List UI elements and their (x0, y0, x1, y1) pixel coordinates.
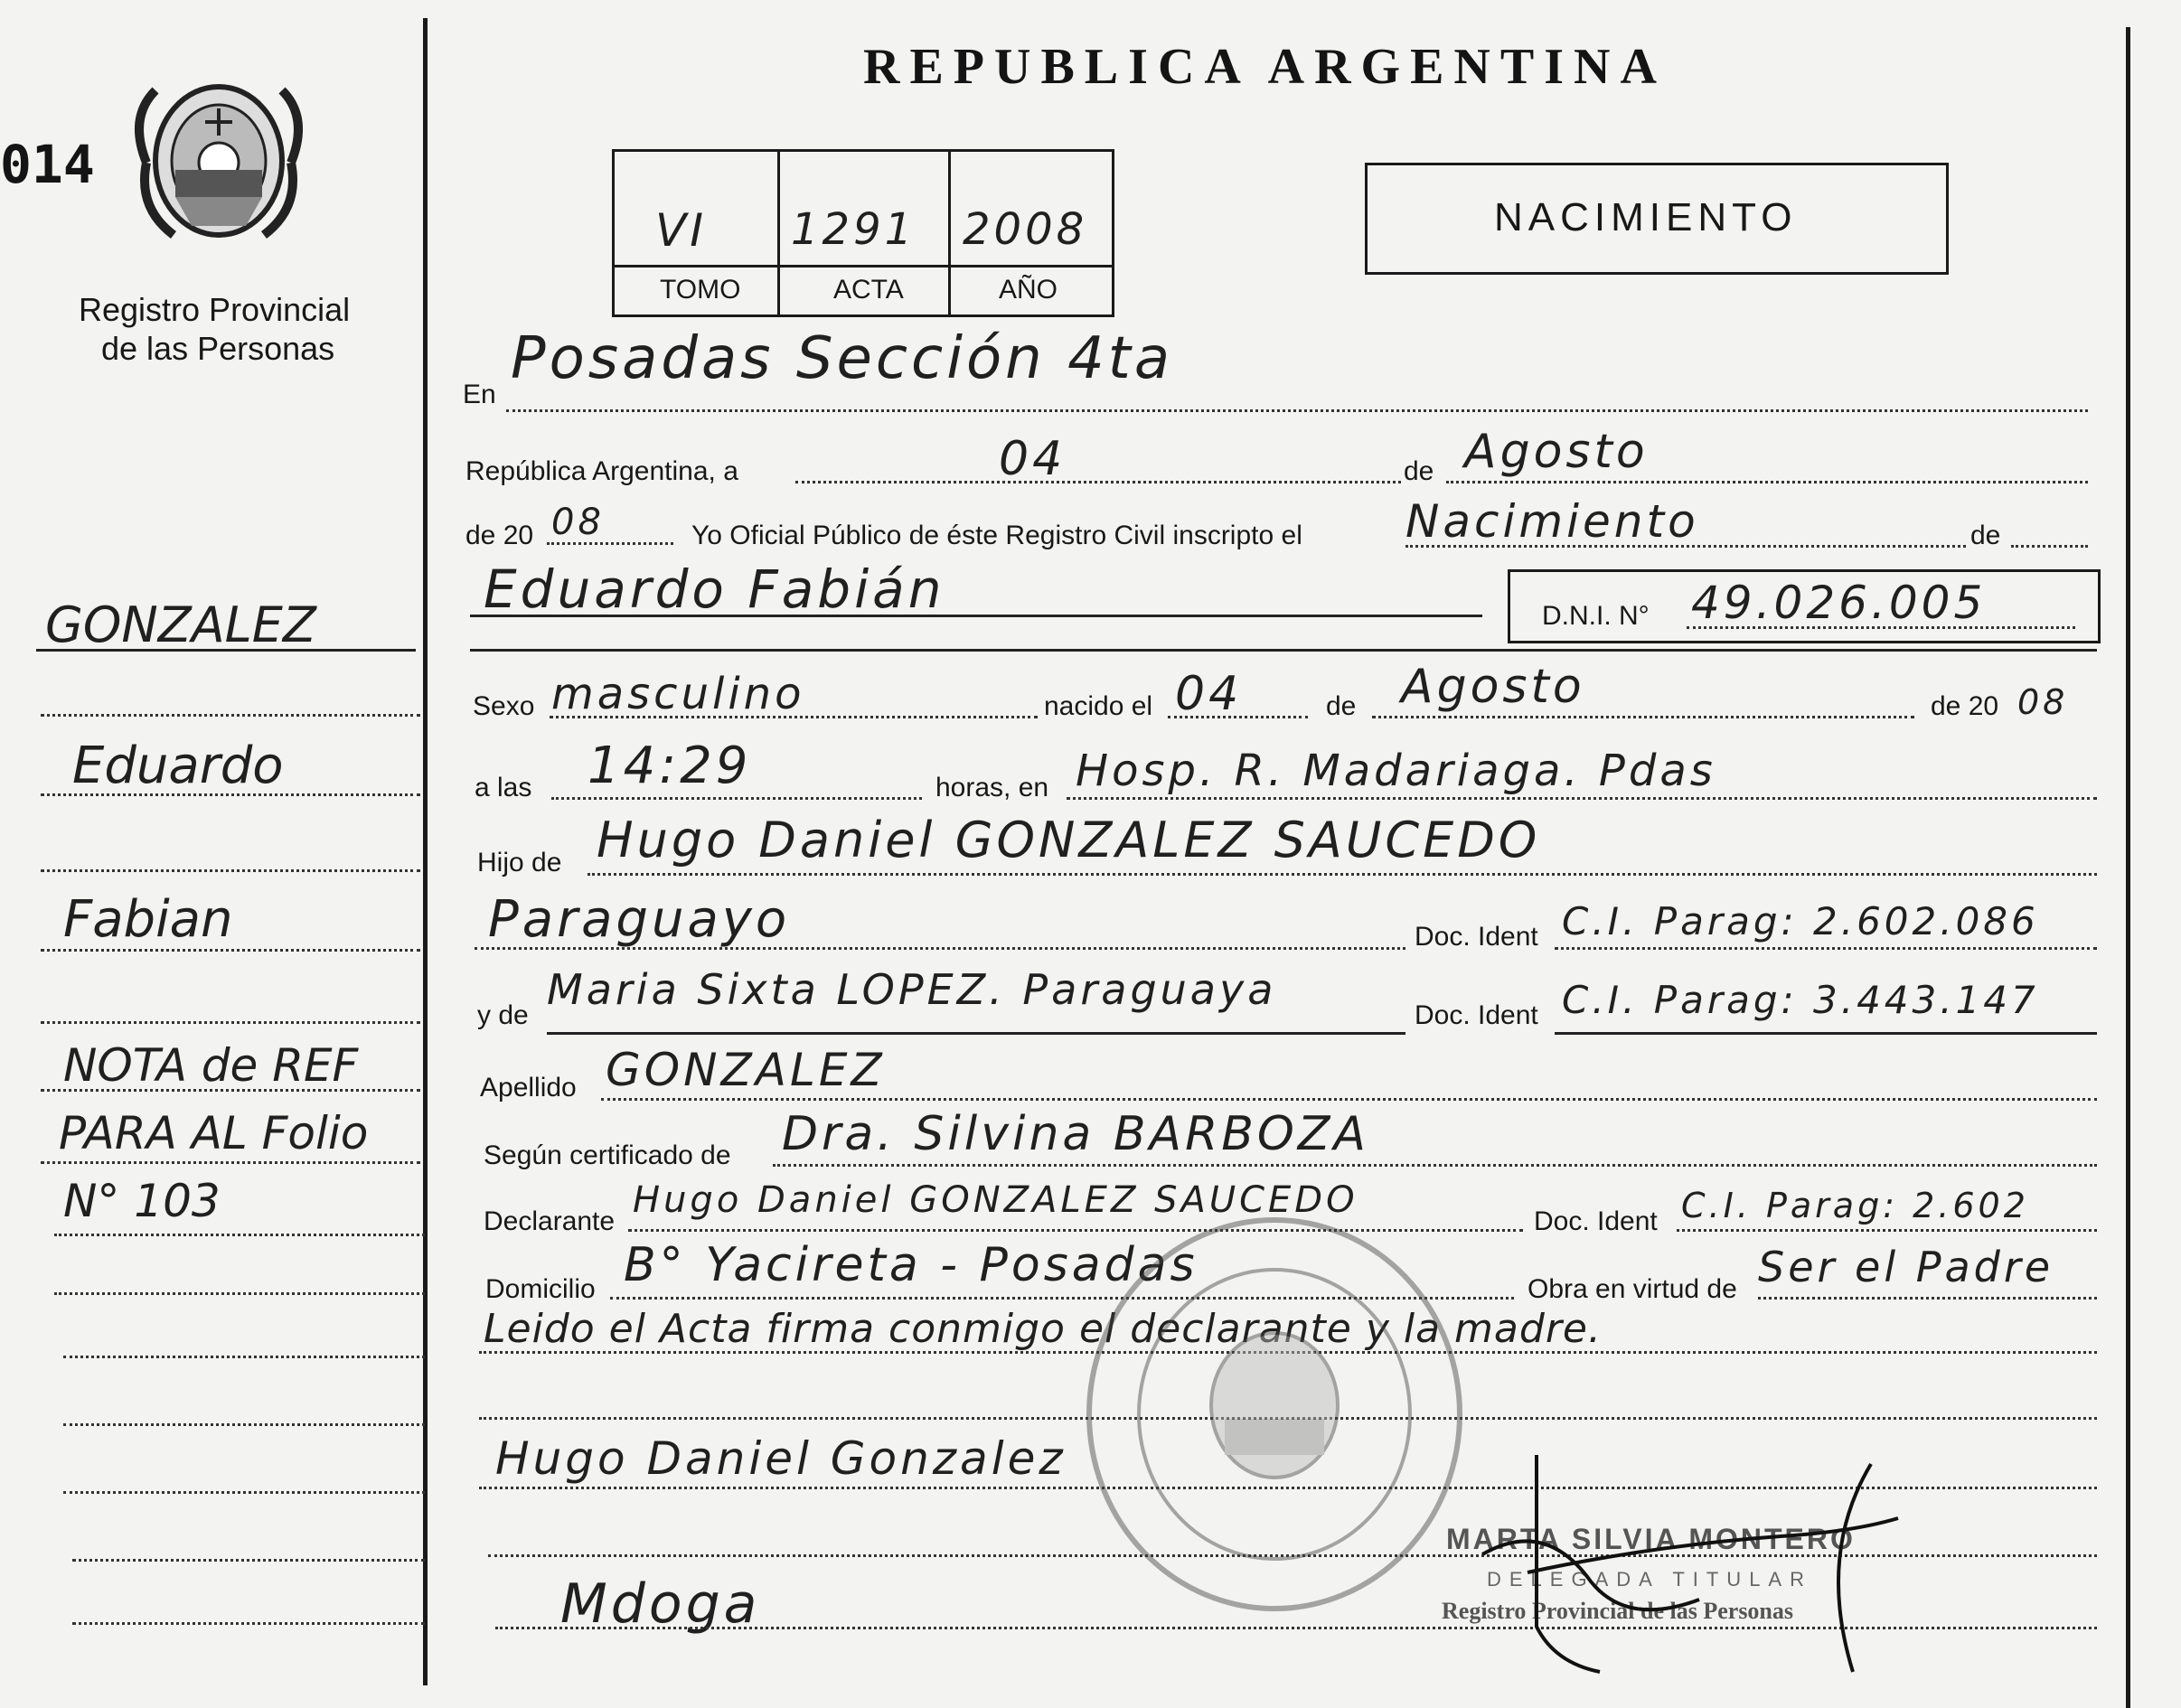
en-value: Posadas Sección 4ta (511, 325, 1174, 392)
declarante-label: Declarante (484, 1206, 616, 1236)
record-type-box (1365, 163, 1949, 275)
birth-year-suffix-value: 08 (2017, 682, 2069, 722)
obra-value: Ser el Padre (1758, 1243, 2054, 1291)
ano-label: AÑO (999, 275, 1058, 305)
sexo-value: masculino (551, 669, 805, 719)
doc-ident-label-mother: Doc. Ident (1415, 1000, 1538, 1030)
apellido-label: Apellido (480, 1073, 577, 1103)
margin-second-name: Fabian (63, 890, 233, 949)
doc-ident-label-father: Doc. Ident (1415, 922, 1538, 952)
mother-doc-value: C.I. Parag: 3.443.147 (1562, 978, 2039, 1022)
registry-round-stamp (1080, 1211, 1469, 1618)
leido-value: Leido el Acta firma conmigo el declarante y la madre. (484, 1306, 1602, 1352)
sexo-label: Sexo (473, 691, 535, 721)
dni-box (1508, 569, 2101, 643)
hijo-label: Hijo de (477, 848, 562, 877)
birth-de-label: de (1326, 691, 1357, 721)
father-nationality-value: Paraguayo (488, 890, 791, 949)
birth-year-prefix-label: de 20 (1931, 691, 1999, 721)
inscripto-value: Nacimiento (1405, 495, 1699, 548)
domicilio-label: Domicilio (485, 1274, 596, 1304)
child-name-value: Eduardo Fabián (484, 558, 945, 620)
birth-day-value: 04 (1175, 667, 1243, 721)
official-title-stamp: DELEGADA TITULAR (1487, 1568, 1812, 1591)
year-prefix-label: de 20 (465, 521, 534, 550)
mother-signature: Mdoga (560, 1572, 761, 1636)
margin-note-line1: NOTA de REF (63, 1039, 359, 1092)
acta-value: 1291 (791, 204, 917, 255)
apellido-value: GONZALEZ (606, 1044, 886, 1096)
margin-note-line2: PARA AL Folio (59, 1107, 369, 1159)
declarante-value: Hugo Daniel GONZALEZ SAUCEDO (633, 1179, 1358, 1221)
mother-value: Maria Sixta LOPEZ. Paraguaya (547, 965, 1277, 1014)
official-org-stamp: Registro Provincial de las Personas (1442, 1598, 1794, 1624)
declarant-signature: Hugo Daniel Gonzalez (495, 1432, 1067, 1485)
nacido-label: nacido el (1044, 691, 1153, 721)
father-doc-value: C.I. Parag: 2.602.086 (1562, 899, 2039, 943)
en-label: En (463, 380, 496, 409)
margin-first-name: Eduardo (72, 737, 284, 795)
father-value: Hugo Daniel GONZALEZ SAUCEDO (597, 812, 1541, 868)
country-title: REPUBLICA ARGENTINA (863, 39, 1667, 95)
registry-name-line1: Registro Provincial (79, 291, 351, 328)
certificado-label: Según certificado de (484, 1140, 731, 1170)
obra-label: Obra en virtud de (1528, 1274, 1737, 1304)
declarante-doc-value: C.I. Parag: 2.602 (1681, 1186, 2029, 1225)
left-border-line (423, 18, 428, 1685)
certificado-value: Dra. Silvina BARBOZA (782, 1107, 1369, 1161)
doc-ident-label-declarante: Doc. Ident (1534, 1206, 1658, 1236)
yde-label: y de (477, 1000, 529, 1030)
dni-value: 49.026.005 (1691, 577, 1987, 629)
republica-label: República Argentina, a (465, 456, 738, 486)
right-border-line (2126, 27, 2130, 1708)
birth-month-value: Agosto (1401, 660, 1585, 714)
birthplace-value: Hosp. R. Madariaga. Pdas (1076, 746, 1716, 796)
official-signature (1473, 1446, 1943, 1681)
month-value: Agosto (1464, 425, 1649, 479)
day-value: 04 (999, 432, 1067, 486)
margin-surname: GONZALEZ (45, 596, 316, 653)
ano-value: 2008 (963, 204, 1088, 255)
margin-note-line3: N° 103 (63, 1175, 221, 1227)
provincial-seal-logo (119, 54, 318, 262)
registry-name-line2: de las Personas (101, 330, 335, 367)
oficial-label: Yo Oficial Público de éste Registro Civil inscripto el (691, 521, 1302, 550)
horas-label: horas, en (935, 773, 1049, 802)
de-label: de (1404, 456, 1434, 486)
dni-label: D.N.I. N° (1542, 601, 1650, 631)
acta-label: ACTA (833, 275, 904, 305)
record-type-label: NACIMIENTO (1494, 195, 1798, 239)
alas-label: a las (475, 773, 532, 802)
record-number-box (612, 149, 1114, 317)
domicilio-value: B° Yacireta - Posadas (624, 1238, 1199, 1292)
tomo-value: VI (655, 204, 707, 257)
time-value: 14:29 (588, 737, 752, 795)
official-name-stamp: MARTA SILVIA MONTERO (1446, 1523, 1856, 1555)
year-suffix-value: 08 (551, 502, 605, 543)
margin-number: 014 (0, 134, 95, 195)
tomo-label: TOMO (660, 275, 741, 305)
de-end-label: de (1970, 521, 2001, 550)
